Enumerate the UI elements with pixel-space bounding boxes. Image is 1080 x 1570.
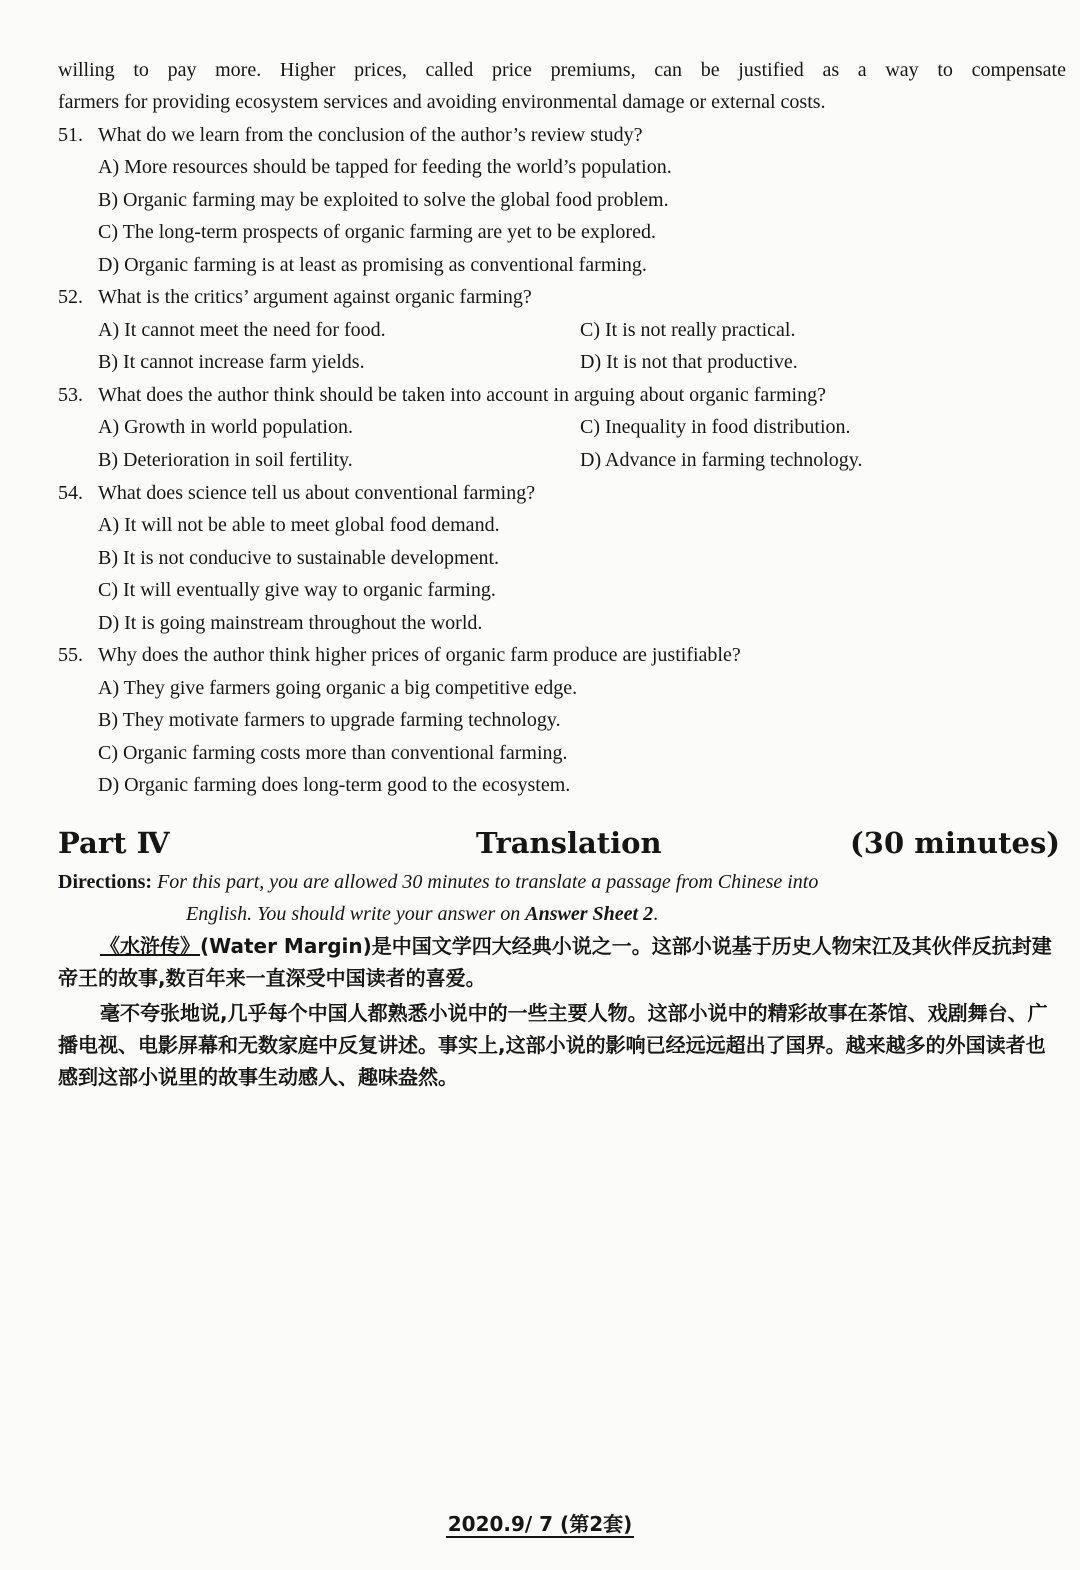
part-label: Part Ⅳ [58,826,170,860]
question-53 [58,381,826,409]
question-number: 51. [58,124,83,146]
directions-end: . [653,903,659,925]
intro-line: farmers for providing ecosystem services and avoiding environmental damage or external costs. [58,91,826,113]
intro-line: willing to pay more. Higher prices, called price premiums, can be justified as a way to compensate [58,59,1066,81]
directions-label: Directions: [58,871,153,893]
question-text: What does science tell us about conventional farming? [98,482,536,504]
option-53c: C) Inequality in food distribution. [580,416,851,438]
question-number: 52. [58,286,83,308]
option-55d: D) Organic farming does long-term good to the ecosystem. [98,774,571,796]
option-52b: B) It cannot increase farm yields. [98,351,365,373]
question-54 [58,479,535,507]
question-55 [58,641,741,669]
option-55a: A) They give farmers going organic a big competitive edge. [98,677,578,699]
part-title: Translation [476,826,662,860]
question-text: What do we learn from the conclusion of the author’s review study? [98,124,643,146]
option-51c: C) The long-term prospects of organic farming are yet to be explored. [98,221,656,243]
question-number: 54. [58,482,83,504]
option-52a: A) It cannot meet the need for food. [98,319,386,341]
option-54a: A) It will not be able to meet global food demand. [98,514,500,536]
question-number: 55. [58,644,83,666]
option-55b: B) They motivate farmers to upgrade farming technology. [98,709,561,731]
option-53d: D) Advance in farming technology. [580,449,863,471]
directions-line-2 [186,900,658,928]
directions-text: English. You should write your answer on [186,903,521,925]
option-55c: C) Organic farming costs more than conventional farming. [98,742,568,764]
option-52d: D) It is not that productive. [580,351,798,373]
question-51 [58,121,642,149]
part-heading [58,826,1060,862]
question-52 [58,283,532,311]
option-53b: B) Deterioration in soil fertility. [98,449,353,471]
answer-sheet-label: Answer Sheet 2 [525,903,654,925]
option-54c: C) It will eventually give way to organic farming. [98,579,496,601]
question-text: Why does the author think higher prices of organic farm produce are justifiable? [98,644,741,666]
option-52c: C) It is not really practical. [580,319,796,341]
directions-line-1 [58,868,1064,896]
option-51b: B) Organic farming may be exploited to solve the global food problem. [98,189,669,211]
passage-paragraph-1 [58,930,1064,994]
translation-passage [58,930,1064,1093]
option-53a: A) Growth in world population. [98,416,353,438]
directions-text: For this part, you are allowed 30 minutes to translate a passage from Chinese into [157,871,819,893]
page-footer [0,1508,1080,1537]
option-54d: D) It is going mainstream throughout the world. [98,612,483,634]
question-text: What does the author think should be taken into account in arguing about organic farming? [98,384,826,406]
option-54b: B) It is not conducive to sustainable development. [98,547,500,569]
book-title: 《水浒传》 [100,934,200,958]
question-text: What is the critics’ argument against organic farming? [98,286,532,308]
option-51a: A) More resources should be tapped for feeding the world’s population. [98,156,672,178]
question-number: 53. [58,384,83,406]
option-51d: D) Organic farming is at least as promising as conventional farming. [98,254,647,276]
page-number: 2020.9/ 7 (第2套) [447,1512,633,1536]
paragraph-text: (Water Margin)是中国文学四大经典小说之一。这部小说基于历史人物宋江及其伙伴反抗封建帝王的故事,数百年来一直深受中国读者的喜爱。 [58,934,1052,990]
part-time: (30 minutes) [850,826,1060,860]
passage-paragraph-2: 毫不夸张地说,几乎每个中国人都熟悉小说中的一些主要人物。这部小说中的精彩故事在茶馆、戏剧舞台、广播电视、电影屏幕和无数家庭中反复讲述。事实上,这部小说的影响已经远远超出了国界。越来越多的外国读者也感到这部小说里的故事生动感人、趣味盎然。 [58,1001,1048,1089]
